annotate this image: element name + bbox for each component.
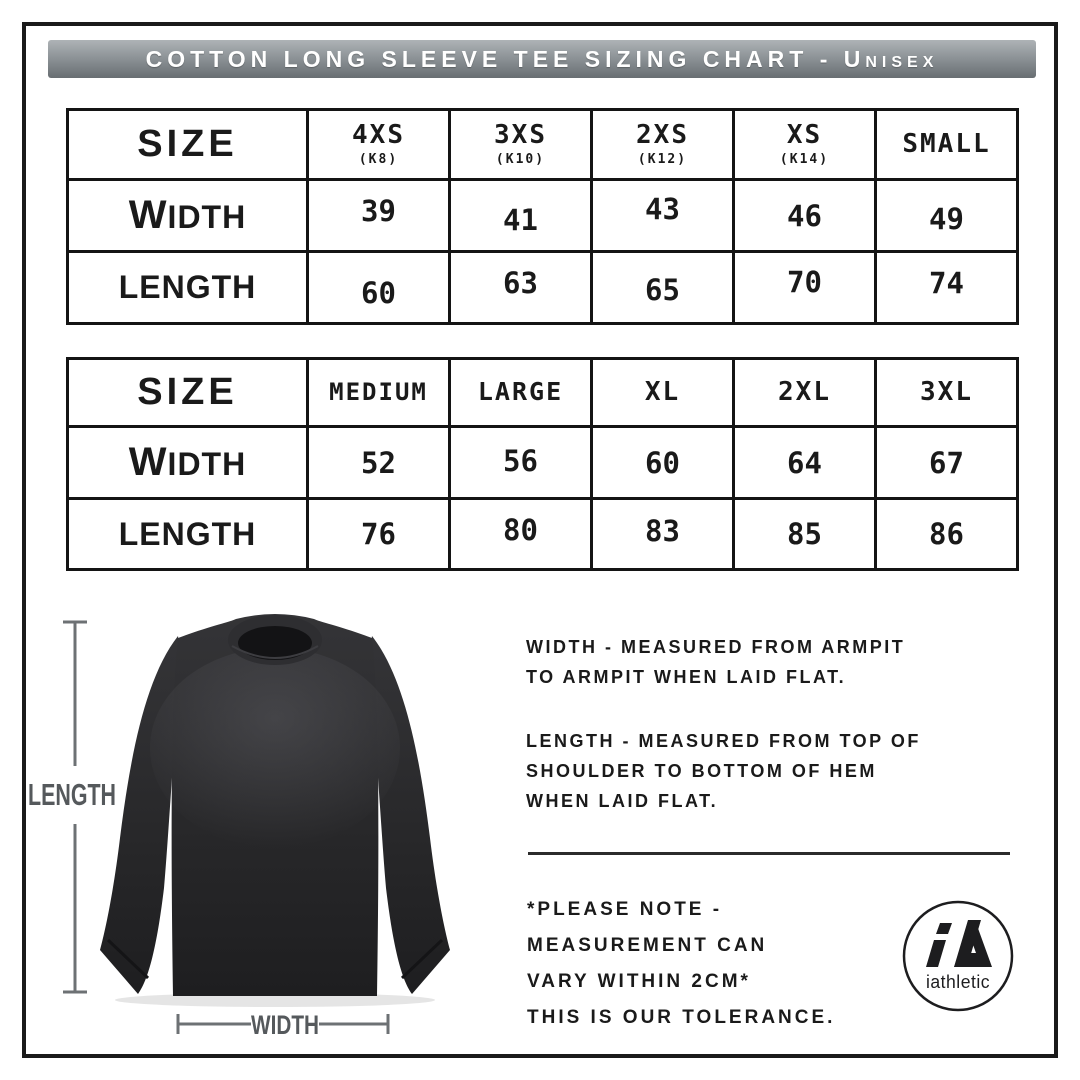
col-header-2xl: 2XL [734,359,876,427]
value-cell: 63 [450,252,592,324]
value-cell: 86 [876,499,1018,570]
col-header-3xl: 3XL [876,359,1018,427]
col-header-xs: XS (K14) [734,110,876,180]
sizing-table-kids [66,108,1019,325]
note-divider [528,852,1010,855]
table-row [68,359,1018,427]
sizing-table-adult [66,357,1019,571]
shirt-left-sleeve [100,636,182,994]
width-description: WIDTH - MEASURED FROM ARMPIT TO ARMPIT WHEN LAID FLAT. [526,637,906,687]
col-header-xl: XL [592,359,734,427]
value-cell: 56 [450,427,592,499]
col-header-2xs: 2XS (K12) [592,110,734,180]
table-row-width [68,427,1018,499]
value-cell: 49 [876,180,1018,252]
table-row-length [68,499,1018,570]
page-title: COTTON LONG SLEEVE TEE SIZING CHART - Unisex [145,45,939,72]
size-header-cell: SIZE [68,359,308,427]
tolerance-note: *PLEASE NOTE - MEASUREMENT CAN VARY WITHIN 2CM* THIS IS OUR TOLERANCE. [527,899,836,1028]
iathletic-logo [898,898,1018,1018]
value-cell: 70 [734,252,876,324]
col-header-small: SMALL [876,110,1018,180]
row-label-width: WIDTH [68,180,308,252]
col-header-4xs: 4XS (K8) [308,110,450,180]
value-cell: 85 [734,499,876,570]
shirt-highlight [150,648,400,848]
value-cell: 74 [876,252,1018,324]
table-row [68,110,1018,180]
value-cell: 39 [308,180,450,252]
value-cell: 41 [450,180,592,252]
value-cell: 46 [734,180,876,252]
tshirt-diagram [20,598,520,1060]
size-header-cell: SIZE [68,110,308,180]
row-label-width: WIDTH [68,427,308,499]
value-cell: 83 [592,499,734,570]
value-cell: 64 [734,427,876,499]
length-description: LENGTH - MEASURED FROM TOP OF SHOULDER TO BOTTOM OF HEM WHEN LAID FLAT. [526,731,921,811]
logo-name: iathletic [926,972,990,992]
value-cell: 67 [876,427,1018,499]
width-label: WIDTH [251,1010,319,1040]
collar-opening [238,626,312,660]
col-header-3xs: 3XS (K10) [450,110,592,180]
value-cell: 76 [308,499,450,570]
col-header-medium: MEDIUM [308,359,450,427]
row-label-length: LENGTH [68,499,308,570]
title-bar [48,40,1036,78]
value-cell: 80 [450,499,592,570]
value-cell: 65 [592,252,734,324]
table-row-length [68,252,1018,324]
col-header-large: LARGE [450,359,592,427]
shirt-right-sleeve [368,636,450,994]
row-label-length: LENGTH [68,252,308,324]
value-cell: 52 [308,427,450,499]
length-label: LENGTH [28,777,116,812]
value-cell: 60 [592,427,734,499]
table-row-width [68,180,1018,252]
value-cell: 60 [308,252,450,324]
value-cell: 43 [592,180,734,252]
